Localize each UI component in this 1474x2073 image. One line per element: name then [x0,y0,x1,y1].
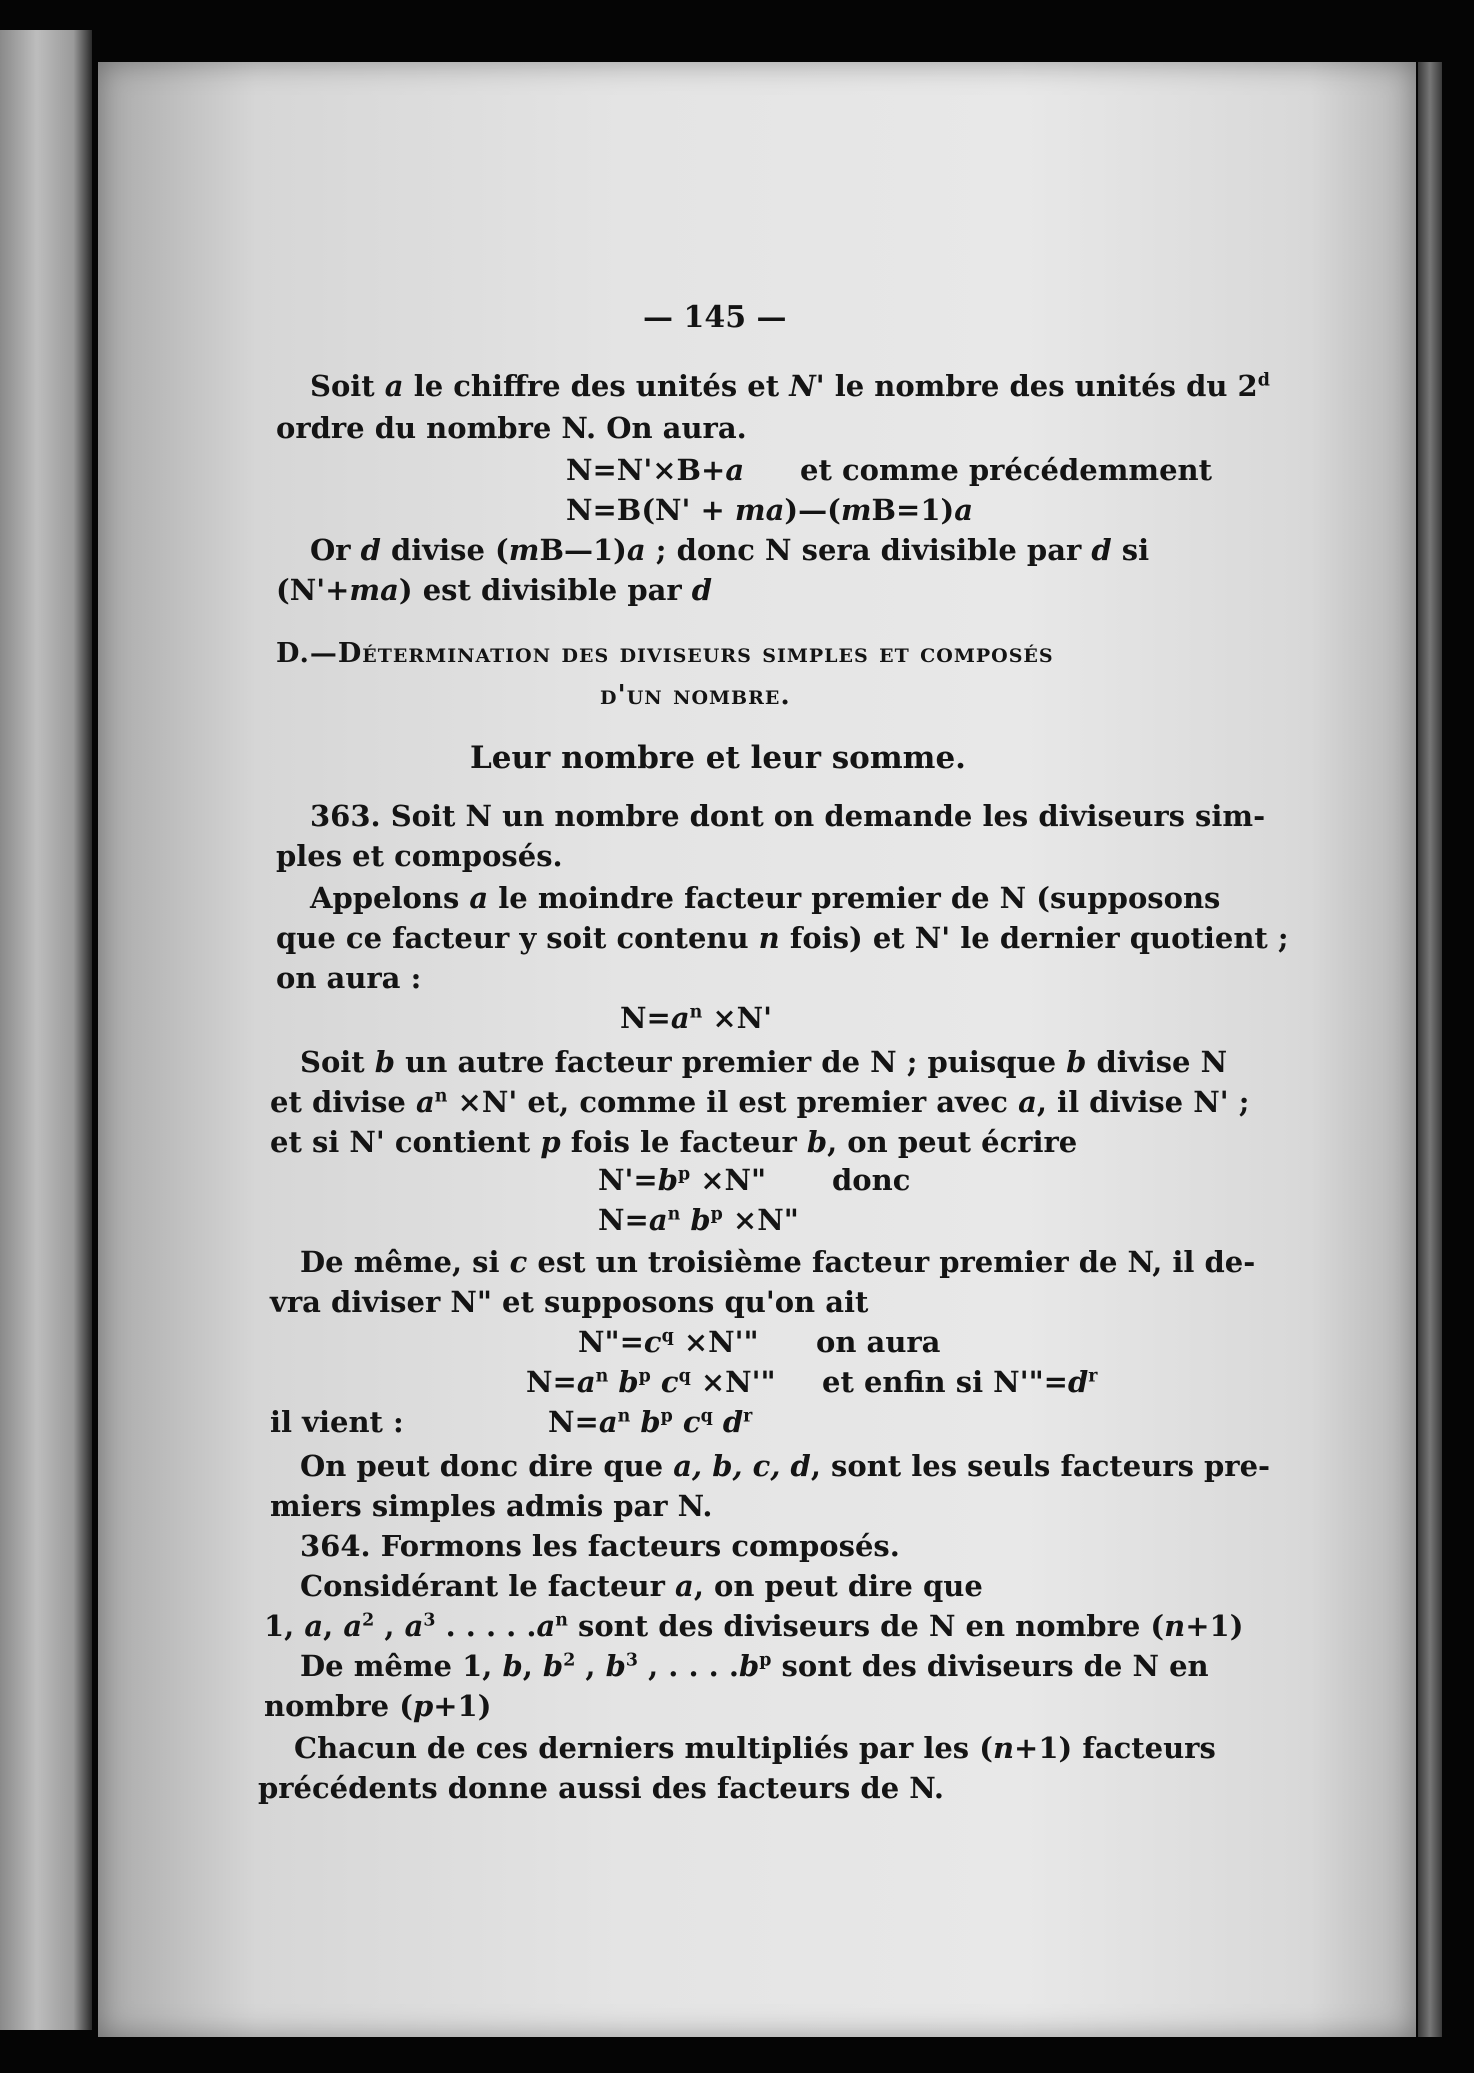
text-line: Soit b un autre facteur premier de N ; puisque b divise N [300,1045,1228,1079]
text-line: ordre du nombre N. On aura. [276,411,747,445]
subheading: Leur nombre et leur somme. [470,740,966,776]
text-line: ples et composés. [276,839,563,873]
scan-left-margin [0,30,92,2030]
text-line: précédents donne aussi des facteurs de N. [258,1771,945,1805]
text-line: De même 1, b, $b^2$ , $b^3$ , . . . $.b^p$ sont des diviseurs de N en [300,1649,1209,1683]
text-line: Appelons a le moindre facteur premier de N (supposons [310,881,1221,915]
page-number: — 145 — [643,300,787,335]
text-line: 363. Soit N un nombre dont on demande les diviseurs sim- [310,799,1266,833]
text-line: On peut donc dire que a, b, c, d, sont les seuls facteurs pre- [300,1449,1271,1483]
text-line: 1, a, $a^2$ , $a^3$ . . . . $.a^n$ sont des diviseurs de N en nombre (n+1) [264,1609,1244,1643]
text-line: que ce facteur y soit contenu n fois) et N' le dernier quotient ; [276,921,1289,955]
text-line: De même, si c est un troisième facteur premier de N, il de- [300,1245,1256,1279]
text-line: (N'+ma) est divisible par d [276,573,713,607]
equation: $N=a^n$ $b^p$ $c^q \times N'$" [526,1365,776,1399]
equation-comment: on aura [816,1325,941,1359]
equation: $N=a^n$ $b^p$ $c^q$ $d^r$ [548,1405,753,1439]
equation: N=N'×B+a [566,453,745,487]
equation: $N'=b^p \times N$" [598,1163,767,1197]
equation-comment: et comme précédemment [800,453,1213,487]
text-line: nombre (p+1) [264,1689,492,1723]
text-line: il vient : [270,1405,404,1439]
text-line: miers simples admis par N. [270,1489,713,1523]
text-line: et si N' contient p fois le facteur b, on peut écrire [270,1125,1078,1159]
text-line: et divise $a^n \times N'$ et, comme il est premier avec a, il divise N' ; [270,1085,1250,1119]
equation: $N=a^n \times N'$ [620,1001,773,1035]
equation-comment: et enfin si $N'"=d^r$ [822,1365,1098,1399]
text-line: Chacun de ces derniers multipliés par les (n+1) facteurs [294,1731,1216,1765]
text-line: Or d divise (mB—1)a ; donc N sera divisible par d si [310,533,1150,567]
section-heading: d'un nombre. [600,680,791,711]
equation-comment: donc [832,1163,911,1197]
section-heading: D.—Détermination des diviseurs simples et composés [276,638,1054,669]
text-line: 364. Formons les facteurs composés. [300,1529,900,1563]
equation: N=B(N' + ma)—(mB=1)a [566,493,974,527]
equation: $N"=c^q \times N'$" [578,1325,759,1359]
text-line: Soit a le chiffre des unités et N' le nombre des unités du 2$^d$ [310,369,1270,403]
equation: $N=a^n$ $b^p \times N$" [598,1203,799,1237]
scan-right-edge [1418,62,1442,2037]
text-line: vra diviser N" et supposons qu'on ait [270,1285,869,1319]
text-line: Considérant le facteur a, on peut dire que [300,1569,983,1603]
text-line: on aura : [276,961,422,995]
